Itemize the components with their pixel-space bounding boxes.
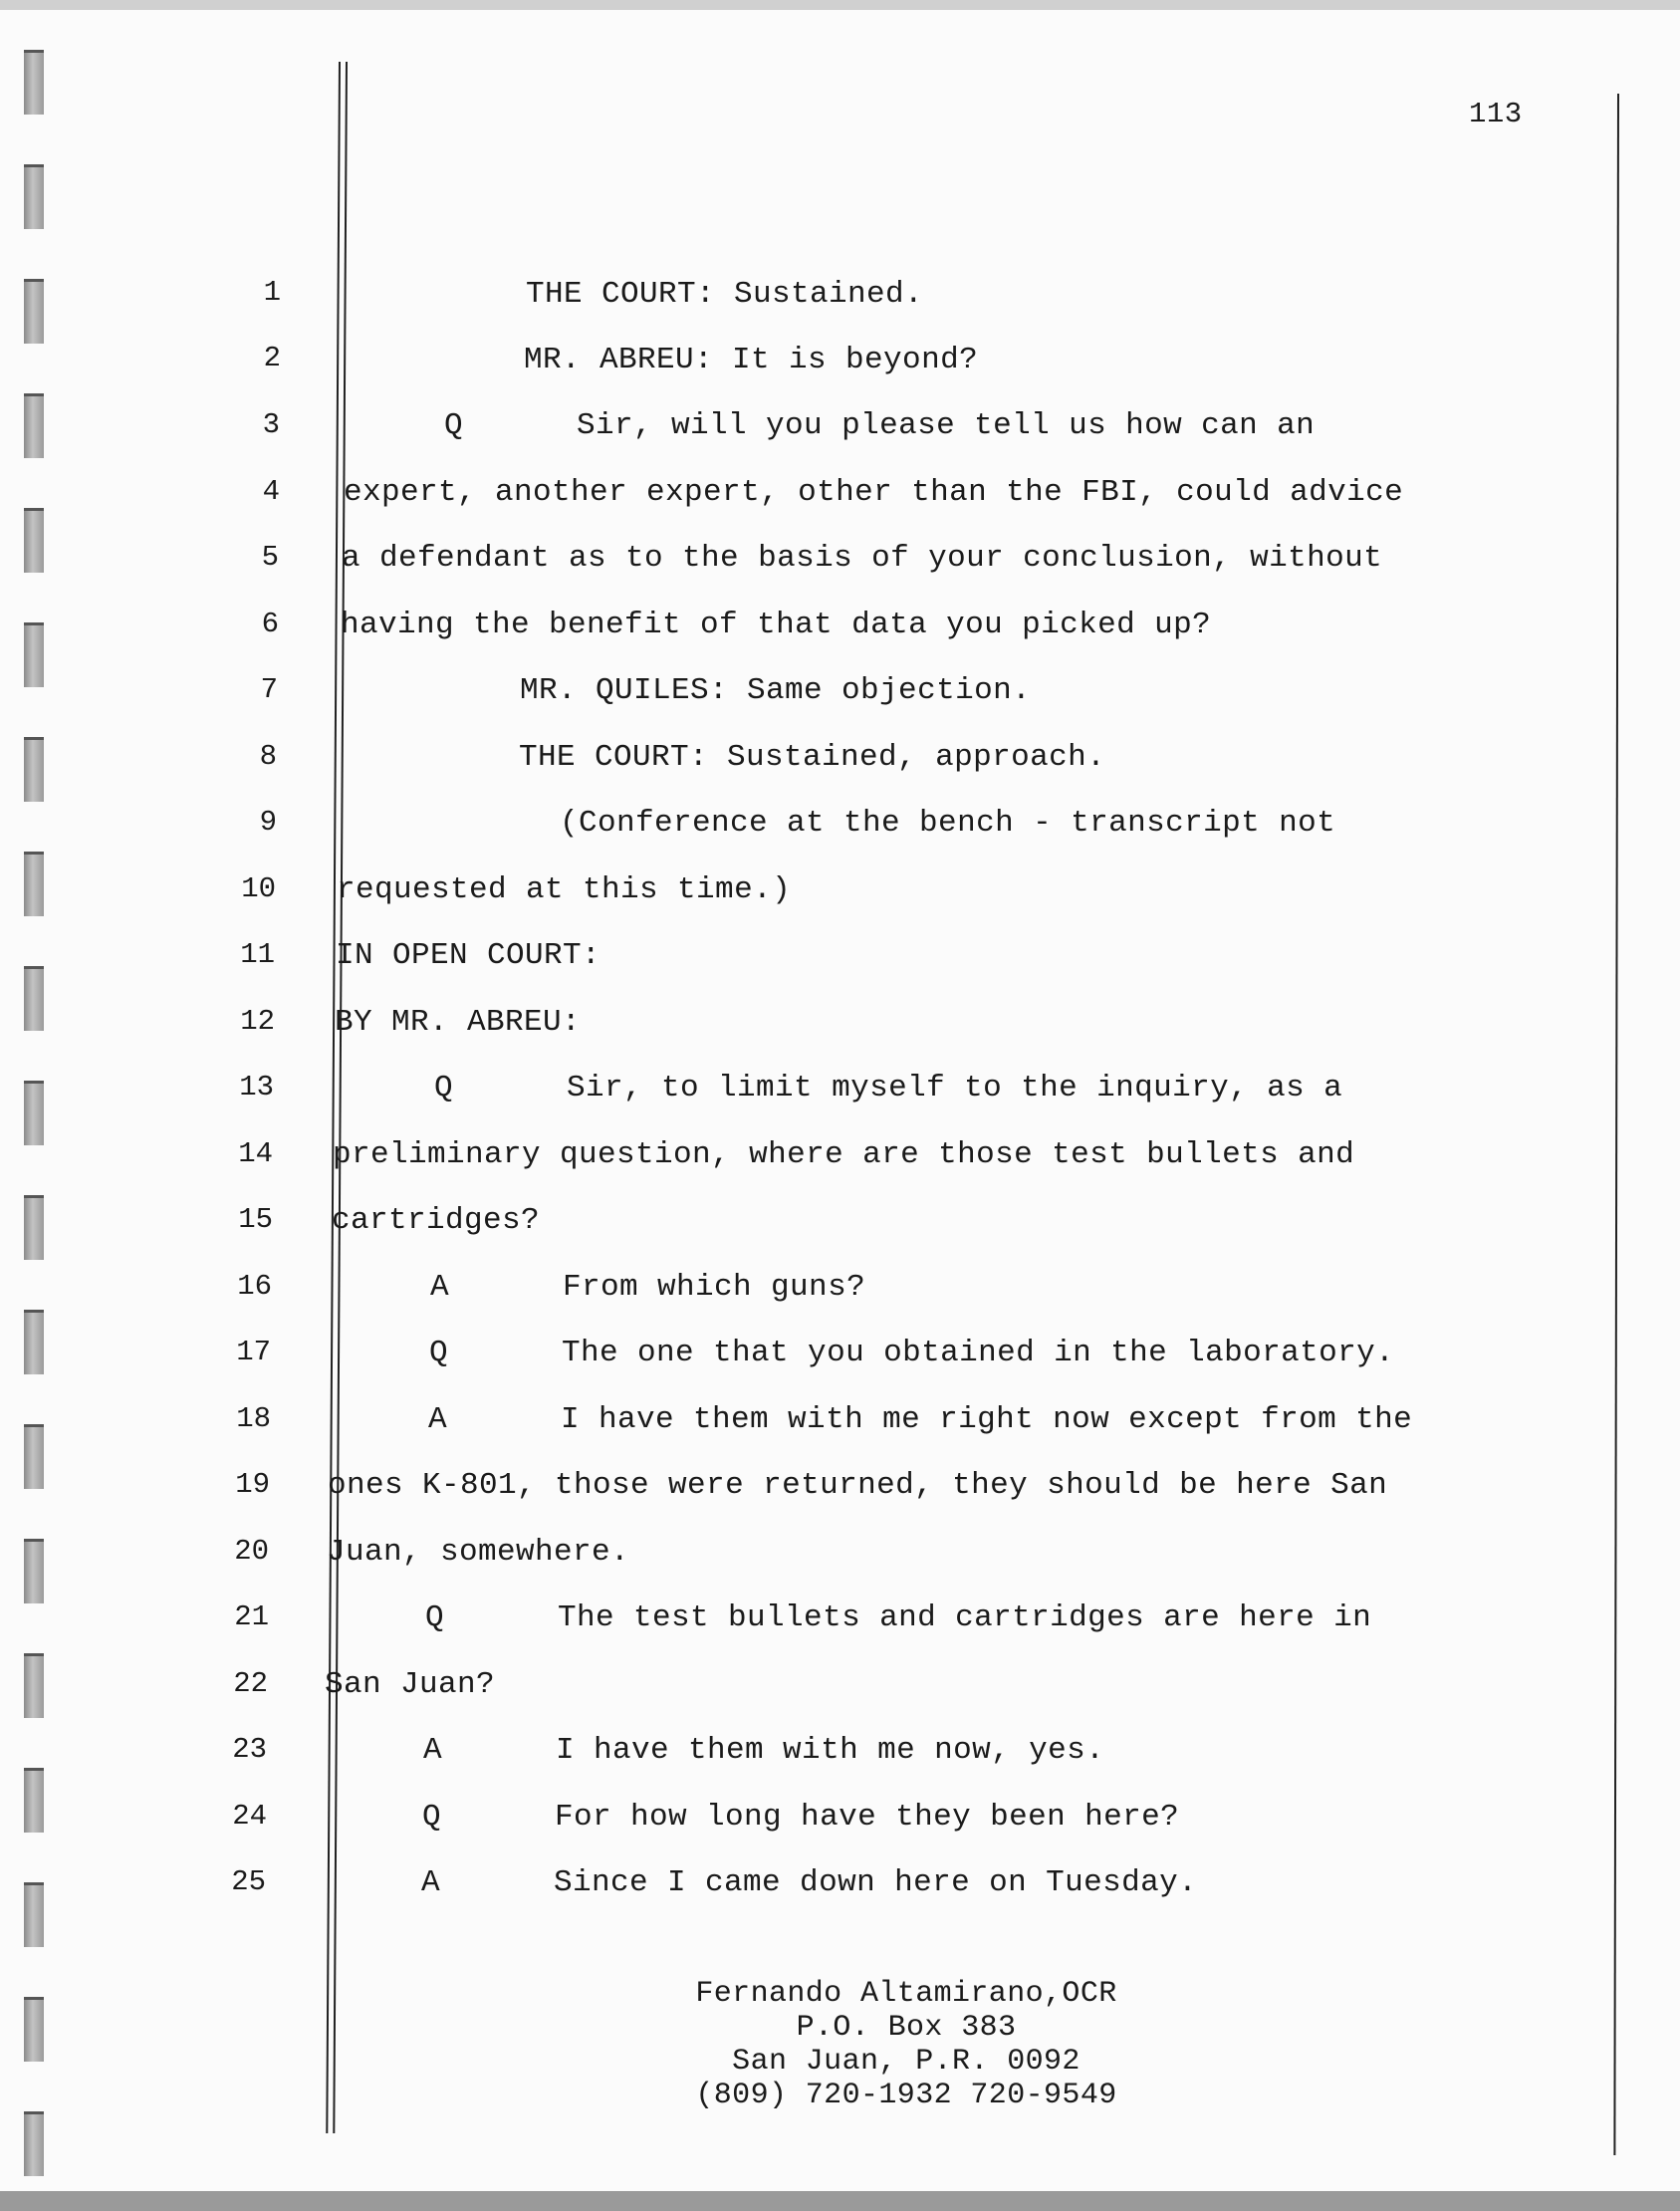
line-number: 18: [236, 1402, 271, 1435]
line-number: 23: [232, 1733, 267, 1766]
binding-hole: [24, 1310, 44, 1374]
left-margin-rule: [333, 62, 348, 2133]
transcript-line: THE COURT: Sustained, approach.: [519, 740, 1106, 775]
transcript-line: cartridges?: [332, 1203, 541, 1238]
transcript-line: BY MR. ABREU:: [335, 1005, 582, 1040]
binding-hole: [24, 279, 44, 344]
right-margin-rule: [1613, 94, 1619, 2155]
binding-hole: [24, 622, 44, 687]
line-number: 3: [262, 408, 280, 441]
reporter-po-box: P.O. Box 383: [796, 2011, 1017, 2045]
reporter-name: Fernando Altamirano,OCR: [695, 1977, 1117, 2011]
scan-top-edge: [0, 0, 1680, 10]
reporter-city: San Juan, P.R. 0092: [732, 2045, 1080, 2079]
transcript-line: A I have them with me right now except from the: [428, 1402, 1413, 1437]
transcript-line: THE COURT: Sustained.: [526, 277, 924, 312]
line-number: 20: [234, 1535, 269, 1568]
line-number: 13: [239, 1071, 274, 1104]
scan-bottom-edge: [0, 2191, 1680, 2211]
transcript-line: (Conference at the bench - transcript not: [560, 806, 1336, 841]
binding-hole: [24, 164, 44, 229]
line-number: 17: [236, 1336, 271, 1368]
line-number: 2: [263, 342, 281, 374]
transcript-line: Juan, somewhere.: [327, 1535, 630, 1570]
transcript-line: having the benefit of that data you picked up?: [341, 608, 1212, 642]
line-number: 9: [259, 806, 277, 839]
transcript-line: Q Sir, will you please tell us how can an: [444, 408, 1316, 443]
binding-hole: [24, 1081, 44, 1145]
binding-hole: [24, 852, 44, 916]
page-number: 113: [1469, 98, 1523, 130]
line-number: 10: [241, 872, 276, 905]
transcript-line: ones K-801, those were returned, they should be here San: [328, 1468, 1388, 1503]
line-number: 12: [240, 1005, 275, 1038]
binding-hole: [24, 1882, 44, 1947]
line-number: 25: [231, 1865, 266, 1898]
transcript-line: MR. ABREU: It is beyond?: [524, 343, 979, 377]
binding-hole: [24, 508, 44, 573]
transcript-line: A From which guns?: [430, 1270, 866, 1305]
transcript-line: IN OPEN COURT:: [336, 938, 601, 973]
line-number: 7: [260, 673, 278, 706]
transcript-line: Q For how long have they been here?: [422, 1800, 1180, 1835]
transcript-line: a defendant as to the basis of your conclusion, without: [342, 541, 1383, 576]
line-number: 15: [238, 1203, 273, 1236]
binding-hole: [24, 393, 44, 458]
reporter-phone: (809) 720-1932 720-9549: [695, 2079, 1117, 2112]
transcript-page: [0, 10, 1680, 2191]
transcript-line: Q The one that you obtained in the laboratory.: [429, 1336, 1395, 1370]
line-number: 24: [232, 1800, 267, 1833]
binding-hole: [24, 1195, 44, 1260]
binding-hole: [24, 2111, 44, 2176]
binding-hole: [24, 737, 44, 802]
transcript-line: requested at this time.): [337, 872, 792, 907]
line-number: 21: [234, 1600, 269, 1633]
line-number: 16: [237, 1270, 272, 1303]
binding-hole: [24, 966, 44, 1031]
transcript-line: A Since I came down here on Tuesday.: [421, 1865, 1198, 1900]
transcript-line: preliminary question, where are those test bullets and: [333, 1137, 1355, 1172]
transcript-line: Q Sir, to limit myself to the inquiry, as a: [434, 1071, 1343, 1106]
line-number: 22: [233, 1667, 268, 1700]
line-number: 4: [262, 475, 280, 508]
line-number: 6: [261, 608, 279, 640]
reporter-footer: [598, 1977, 1215, 2112]
binding-hole: [24, 1997, 44, 2062]
line-number: 8: [259, 740, 277, 773]
binding-hole: [24, 50, 44, 115]
binding-hole: [24, 1768, 44, 1833]
transcript-line: Q The test bullets and cartridges are here in: [425, 1600, 1372, 1635]
line-number: 19: [235, 1468, 270, 1501]
transcript-line: expert, another expert, other than the FBI, could advice: [344, 475, 1404, 510]
binding-hole: [24, 1424, 44, 1489]
transcript-line: A I have them with me now, yes.: [423, 1733, 1105, 1768]
line-number: 11: [240, 938, 275, 971]
transcript-line: MR. QUILES: Same objection.: [520, 673, 1032, 708]
line-number: 1: [263, 276, 281, 309]
binding-hole: [24, 1653, 44, 1718]
binding-hole: [24, 1539, 44, 1603]
transcript-line: San Juan?: [325, 1667, 496, 1702]
line-number: 14: [238, 1137, 273, 1170]
line-number: 5: [261, 541, 279, 574]
